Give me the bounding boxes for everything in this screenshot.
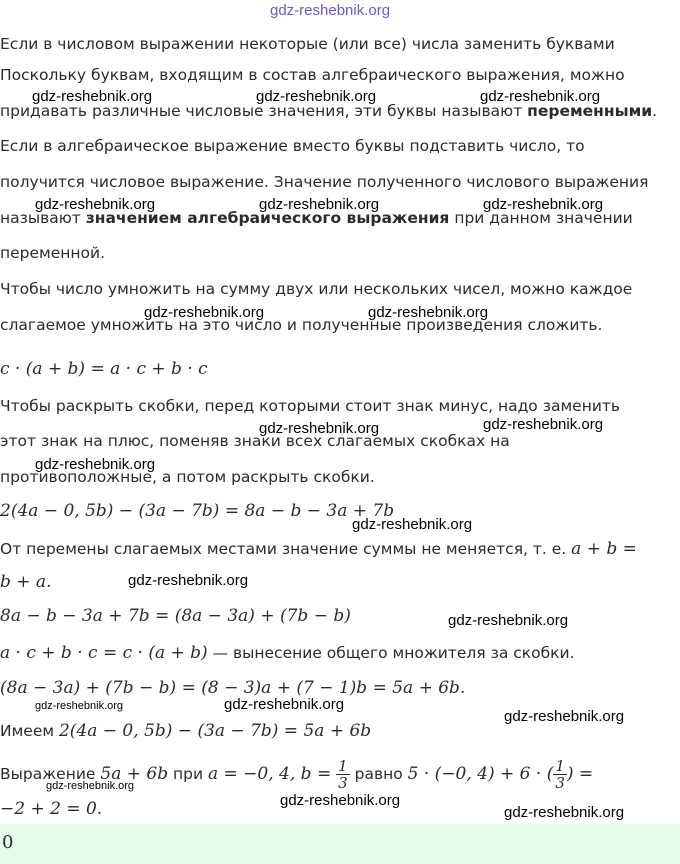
- math: ) =: [566, 764, 594, 784]
- numerator: 1: [555, 757, 565, 775]
- paragraph-3a: Если в алгебраическое выражение вместо буквы подставить число, то: [0, 137, 585, 155]
- text: придавать различные числовые значения, эти буквы называют: [0, 102, 528, 120]
- watermark: gdz-reshebnik.org: [35, 196, 156, 213]
- watermark: gdz-reshebnik.org: [224, 696, 345, 713]
- text: равно: [349, 765, 408, 783]
- watermark: gdz-reshebnik.org: [480, 88, 601, 105]
- bold-term: переменными: [527, 102, 653, 120]
- formula-regroup: 8a − b − 3a + 7b = (8a − 3a) + (7b − b): [0, 606, 351, 626]
- bold-term: значением алгебраического выражения: [85, 209, 450, 227]
- text: — вынесение общего множителя за скобки.: [207, 644, 575, 662]
- watermark: gdz-reshebnik.org: [128, 572, 249, 589]
- math: a · c + b · c = c · (a + b): [0, 643, 208, 663]
- formula-simplify: (8a − 3a) + (7b − b) = (8 − 3)a + (7 − 1)b = 5a + 6b.: [0, 678, 466, 698]
- watermark: gdz-reshebnik.org: [368, 304, 489, 321]
- math: 2(4a − 0, 5b) − (3a − 7b) = 5a + 6b: [58, 721, 372, 741]
- text: От перемены слагаемых местами значение суммы не меняется, т. е.: [0, 540, 572, 558]
- math: 5 · (−0, 4) + 6 · (: [407, 764, 554, 784]
- paragraph-2a: Поскольку буквам, входящим в состав алгебраического выражения, можно: [0, 66, 625, 84]
- site-header[interactable]: gdz-reshebnik.org: [270, 2, 391, 19]
- text: Выражение: [0, 765, 101, 783]
- watermark: gdz-reshebnik.org: [448, 612, 569, 629]
- paragraph-3d: переменной.: [0, 244, 106, 262]
- watermark: gdz-reshebnik.org: [256, 88, 377, 105]
- text: при данном значении: [449, 209, 633, 227]
- paragraph-8-line2: −2 + 2 = 0.: [0, 799, 103, 819]
- watermark: gdz-reshebnik.org: [483, 416, 604, 433]
- formula-distributive: c · (a + b) = a · c + b · c: [0, 359, 208, 379]
- paragraph-5c: противоположные, а потом раскрыть скобки.: [0, 468, 375, 486]
- text: при: [168, 765, 208, 783]
- watermark: gdz-reshebnik.org: [483, 196, 604, 213]
- paragraph-5b: этот знак на плюс, поменяв знаки всех слагаемых скобках на: [0, 432, 510, 450]
- answer-value: 0: [2, 832, 14, 853]
- math: 5a + 6b: [100, 764, 169, 784]
- watermark: gdz-reshebnik.org: [32, 88, 153, 105]
- watermark: gdz-reshebnik.org: [504, 708, 625, 725]
- paragraph-7: [0, 720, 371, 742]
- watermark: gdz-reshebnik.org: [35, 456, 156, 473]
- fraction: [336, 758, 350, 791]
- denominator: 3: [555, 774, 565, 792]
- watermark: gdz-reshebnik.org: [352, 516, 473, 533]
- paragraph-3b: получится числовое выражение. Значение полученного числового выражения: [0, 173, 649, 191]
- text: называют: [0, 209, 86, 227]
- paragraph-4b: слагаемое умножить на это число и полученные произведения сложить.: [0, 316, 603, 334]
- denominator: 3: [338, 774, 348, 792]
- paragraph-6-line2: b + a.: [0, 572, 52, 592]
- text: Имеем: [0, 722, 59, 740]
- paragraph-5a: Чтобы раскрыть скобки, перед которыми стоит знак минус, надо заменить: [0, 397, 621, 415]
- watermark: gdz-reshebnik.org: [259, 196, 380, 213]
- text: .: [652, 102, 658, 120]
- formula-factor: [0, 642, 575, 664]
- math: a + b =: [571, 539, 637, 559]
- watermark: gdz-reshebnik.org: [280, 792, 401, 809]
- math: a = −0, 4, b =: [208, 764, 332, 784]
- watermark: gdz-reshebnik.org: [504, 804, 625, 821]
- numerator: 1: [338, 757, 348, 775]
- watermark: gdz-reshebnik.org: [46, 780, 135, 792]
- formula-expand: 2(4a − 0, 5b) − (3a − 7b) = 8a − b − 3a + 7b: [0, 501, 395, 521]
- watermark: gdz-reshebnik.org: [259, 420, 380, 437]
- paragraph-6: [0, 538, 637, 560]
- fraction: [553, 758, 567, 791]
- watermark: gdz-reshebnik.org: [144, 304, 265, 321]
- paragraph-4a: Чтобы число умножить на сумму двух или нескольких чисел, можно каждое: [0, 280, 633, 298]
- answer-box: [0, 824, 680, 864]
- paragraph-1: Если в числовом выражении некоторые (или все) числа заменить буквами: [0, 35, 615, 53]
- watermark: gdz-reshebnik.org: [35, 700, 124, 712]
